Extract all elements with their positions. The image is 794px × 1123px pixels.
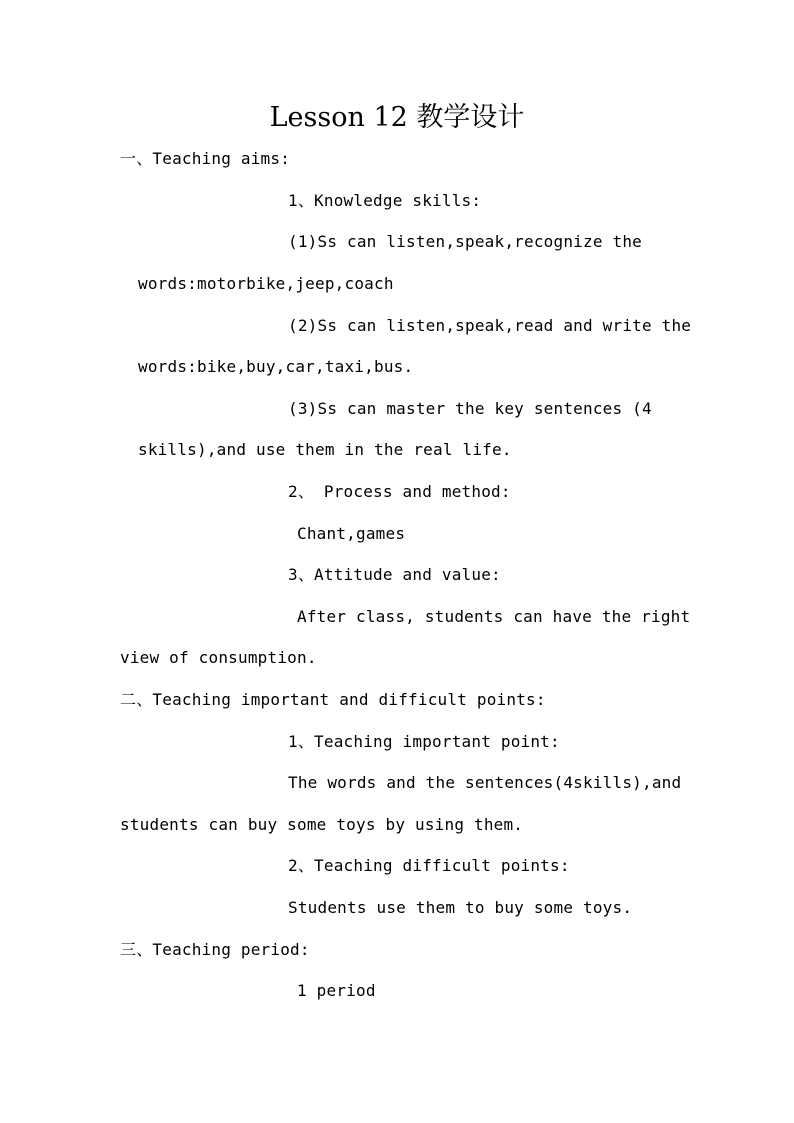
important-text-line2: students can buy some toys by using them. xyxy=(120,815,524,834)
point-1-line1: (1)Ss can listen,speak,recognize the xyxy=(288,232,642,251)
process-text: Chant,games xyxy=(297,524,406,543)
difficult-text: Students use them to buy some toys. xyxy=(288,898,633,917)
item-label-knowledge: 1、Knowledge skills: xyxy=(288,191,482,210)
attitude-text-line2: view of consumption. xyxy=(120,648,317,667)
item-label-difficult: 2、Teaching difficult points: xyxy=(288,856,570,875)
point-3-line1: (3)Ss can master the key sentences (4 xyxy=(288,399,652,418)
item-label-process: 2、 Process and method: xyxy=(288,482,511,501)
point-1-line2: words:motorbike,jeep,coach xyxy=(138,274,394,293)
attitude-text-line1: After class, students can have the right xyxy=(297,607,691,626)
important-text-line1: The words and the sentences(4skills),and xyxy=(288,773,682,792)
point-2-line2: words:bike,buy,car,taxi,bus. xyxy=(138,357,414,376)
period-text: 1 period xyxy=(297,981,376,1000)
item-label-attitude: 3、Attitude and value: xyxy=(288,565,501,584)
section-heading-aims: 一、Teaching aims: xyxy=(120,149,291,168)
section-heading-points: 二、Teaching important and difficult points: xyxy=(120,690,546,709)
document-title: Lesson 12 教学设计 xyxy=(269,102,525,133)
point-2-line1: (2)Ss can listen,speak,read and write the xyxy=(288,316,692,335)
section-heading-period: 三、Teaching period: xyxy=(120,940,310,959)
item-label-important: 1、Teaching important point: xyxy=(288,732,560,751)
point-3-line2: skills),and use them in the real life. xyxy=(138,440,512,459)
